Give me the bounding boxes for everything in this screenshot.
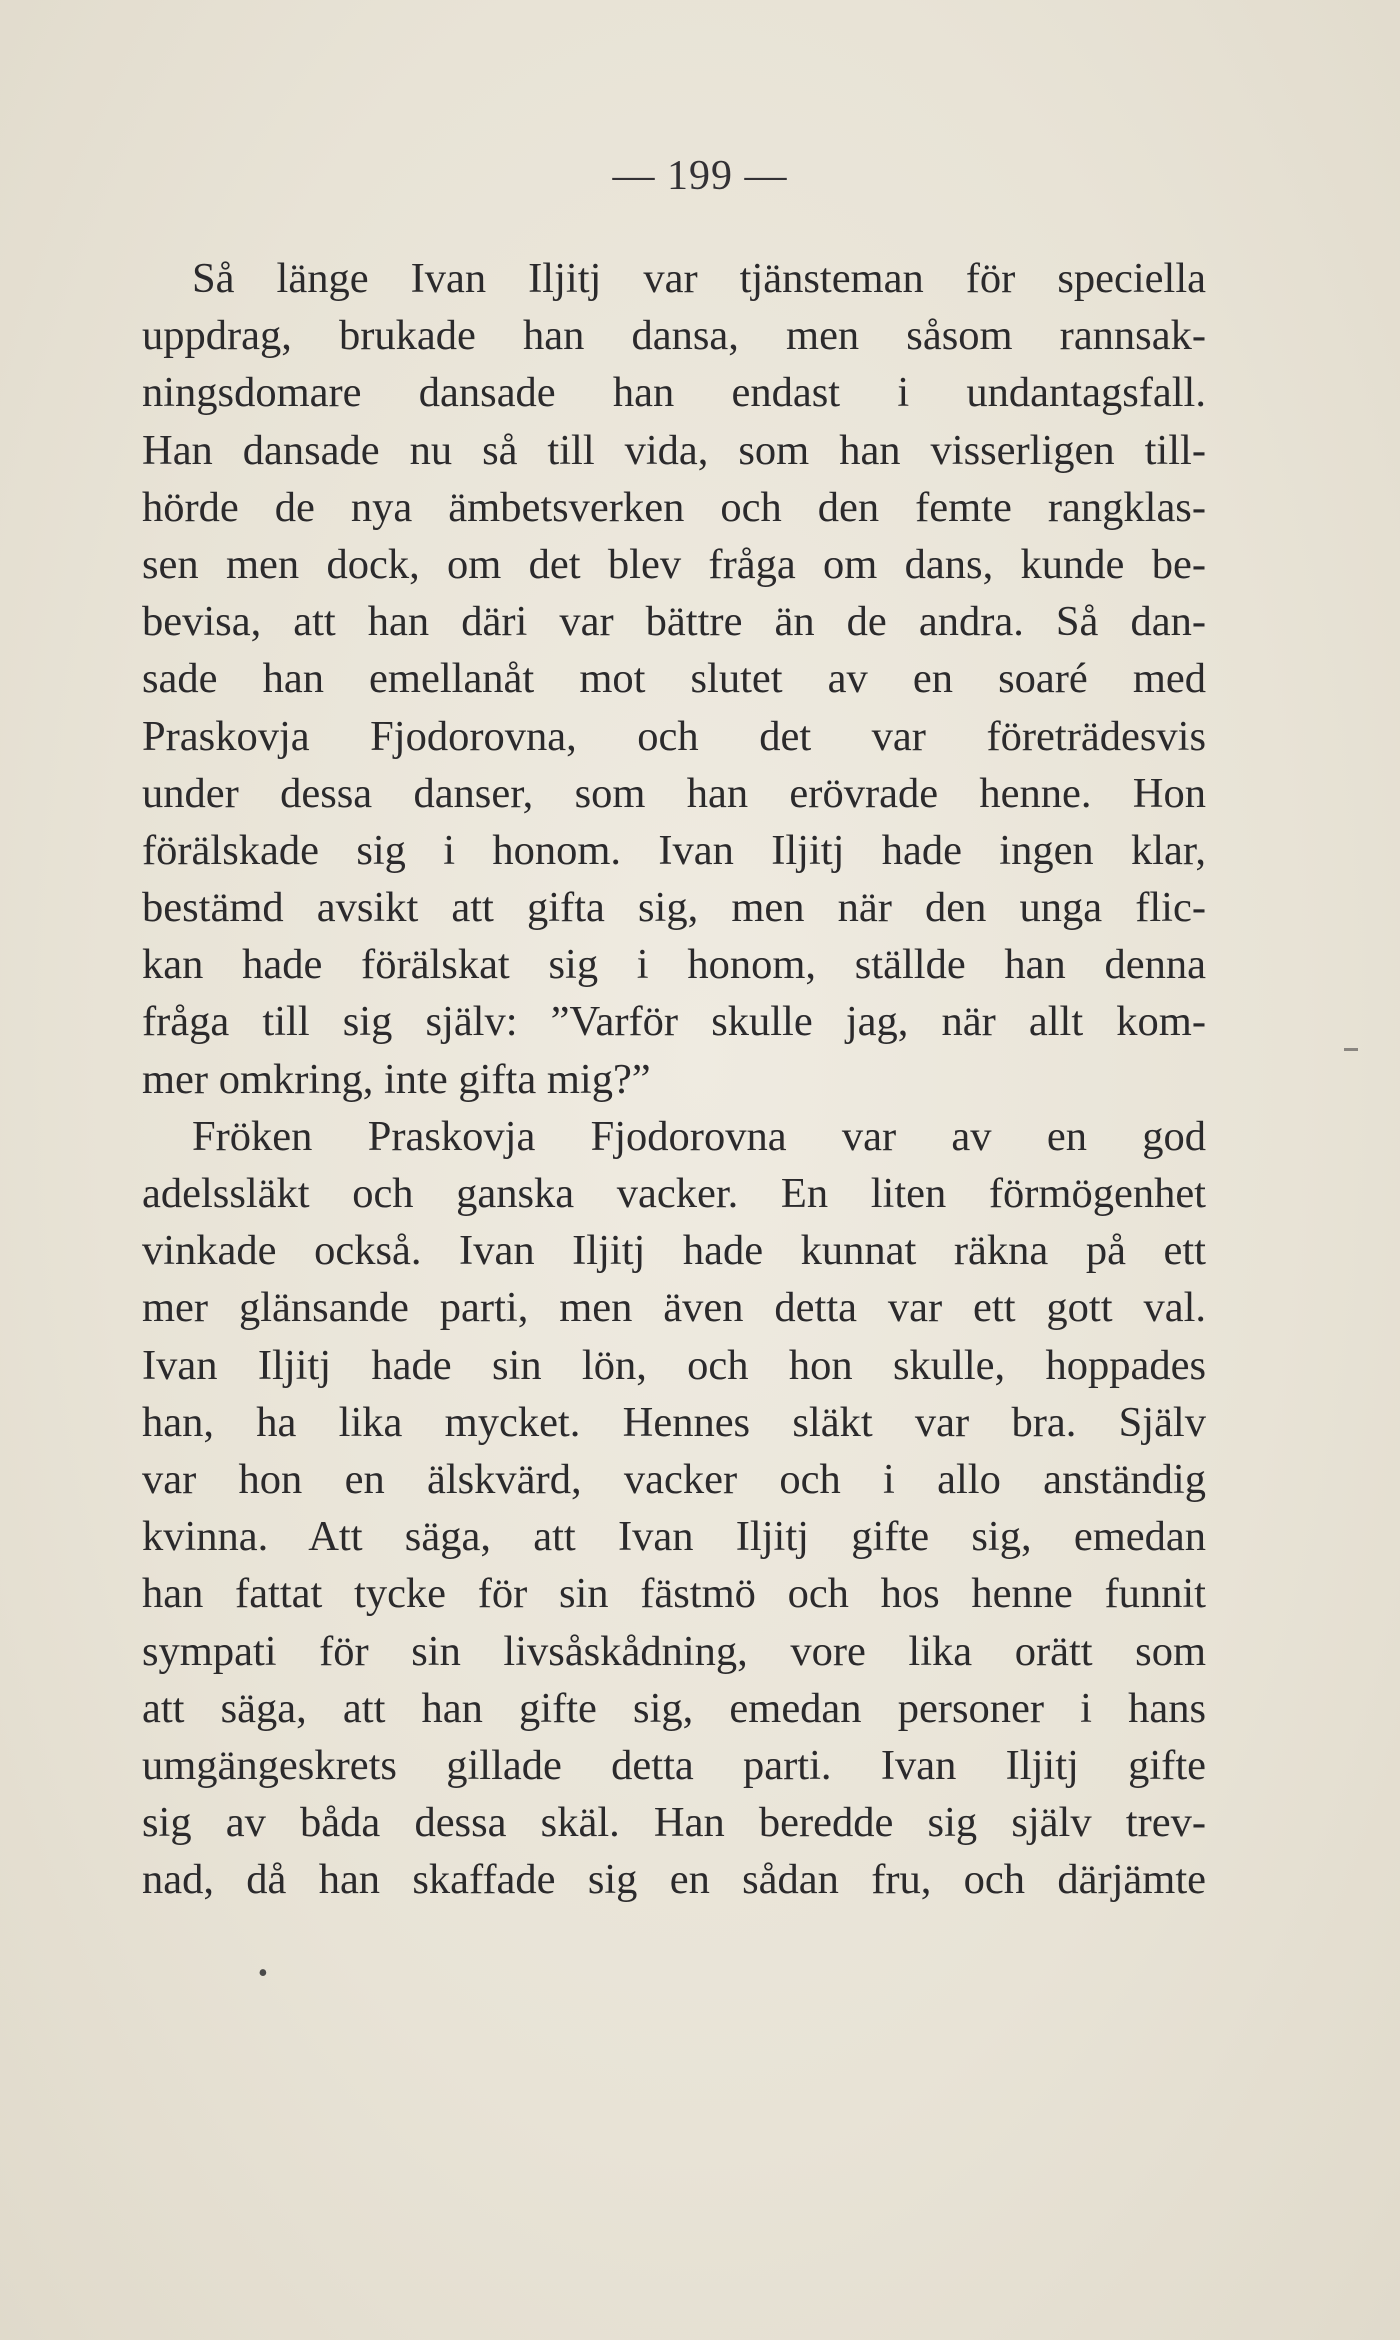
text-line: han, ha lika mycket. Hennes släkt var bra. Själv: [142, 1398, 1206, 1446]
text-line: bestämd avsikt att gifta sig, men när den unga flic-: [142, 884, 1206, 932]
page-number: — 199 —: [612, 153, 788, 199]
text-line: hörde de nya ämbetsverken och den femte rangklas-: [142, 483, 1206, 531]
text-line: fråga till sig själv: ”Varför skulle jag, när allt kom-: [142, 998, 1206, 1046]
text-line: ningsdomare dansade han endast i undantagsfall.: [142, 369, 1206, 417]
text-line: förälskade sig i honom. Ivan Iljitj hade ingen klar,: [142, 826, 1206, 874]
text-line: att säga, att han gifte sig, emedan personer i hans: [142, 1684, 1206, 1732]
ink-speck: •: [258, 1958, 268, 1989]
text-line: kan hade förälskat sig i honom, ställde han denna: [142, 941, 1206, 989]
text-line: mer glänsande parti, men även detta var ett gott val.: [142, 1284, 1206, 1332]
text-line: Så länge Ivan Iljitj var tjänsteman för speciella: [192, 255, 1206, 302]
text-line: uppdrag, brukade han dansa, men såsom rannsak-: [142, 312, 1206, 360]
text-line: Ivan Iljitj hade sin lön, och hon skulle, hoppades: [142, 1341, 1206, 1389]
text-line: adelssläkt och ganska vacker. En liten förmögenhet: [142, 1170, 1206, 1217]
text-line: sig av båda dessa skäl. Han beredde sig själv trev-: [142, 1799, 1206, 1847]
text-line: sympati för sin livsåskådning, vore lika orätt som: [142, 1627, 1206, 1675]
text-line: vinkade också. Ivan Iljitj hade kunnat räkna på ett: [142, 1227, 1206, 1275]
text-line: Han dansade nu så till vida, som han visserligen till-: [142, 426, 1206, 474]
text-line: Fröken Praskovja Fjodorovna var av en god: [192, 1112, 1206, 1160]
text-line: sen men dock, om det blev fråga om dans, kunde be-: [142, 540, 1206, 588]
text-line: han fattat tycke för sin fästmö och hos henne funnit: [142, 1570, 1206, 1618]
text-line: bevisa, att han däri var bättre än de andra. Så dan-: [142, 598, 1206, 646]
text-line: var hon en älskvärd, vacker och i allo anständig: [142, 1455, 1206, 1503]
text-line: umgängeskrets gillade detta parti. Ivan Iljitj gifte: [142, 1741, 1206, 1789]
margin-mark: [1344, 1048, 1358, 1051]
text-line: sade han emellanåt mot slutet av en soaré med: [142, 655, 1206, 703]
text-line: nad, då han skaffade sig en sådan fru, och därjämte: [142, 1856, 1206, 1904]
text-line: kvinna. Att säga, att Ivan Iljitj gifte sig, emedan: [142, 1513, 1206, 1561]
text-line: Praskovja Fjodorovna, och det var företrädesvis: [142, 712, 1206, 760]
text-line: mer omkring, inte gifta mig?”: [142, 1055, 651, 1103]
text-line: under dessa danser, som han erövrade henne. Hon: [142, 769, 1206, 817]
body-text: [142, 250, 1206, 1908]
